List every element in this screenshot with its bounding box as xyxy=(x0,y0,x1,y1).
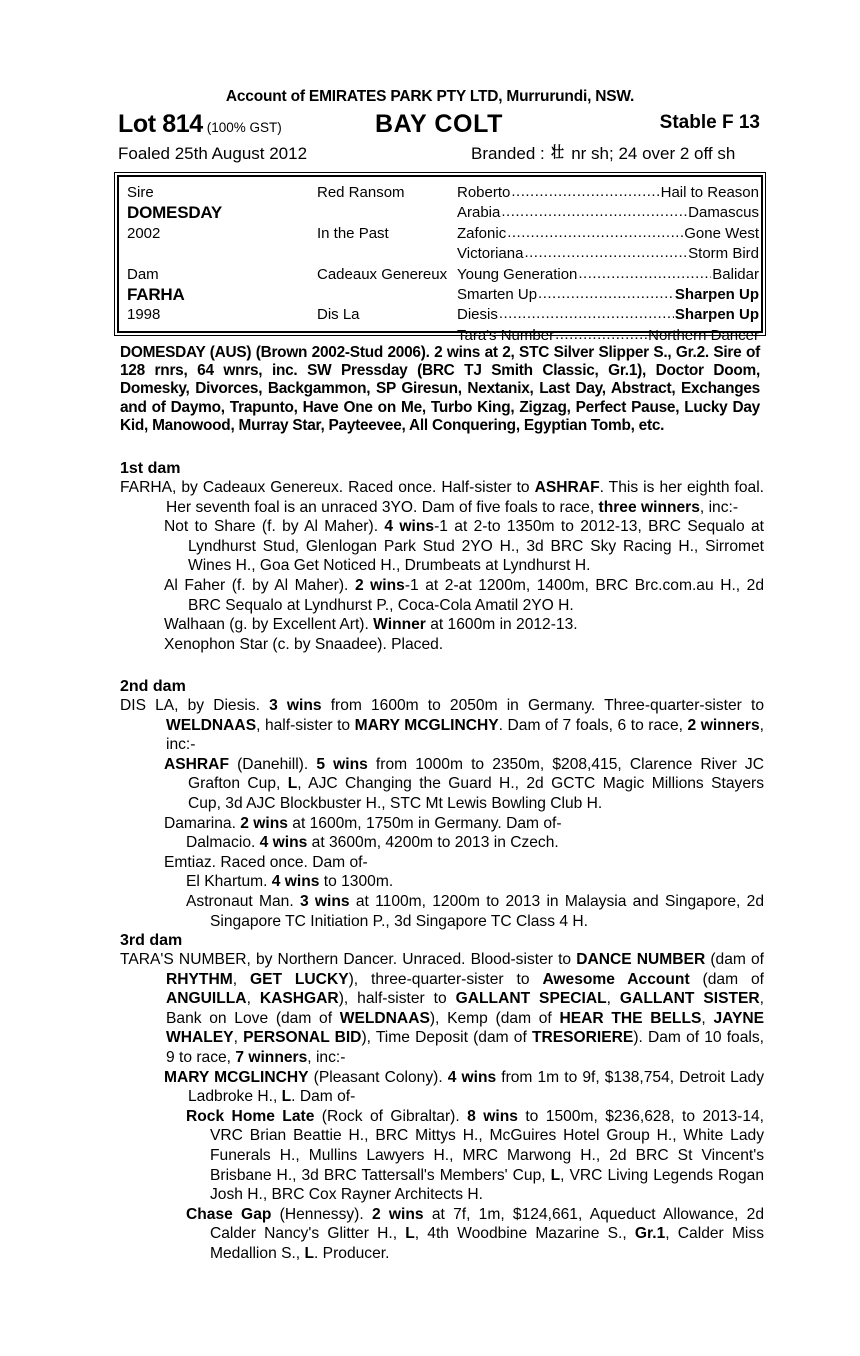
ancestor-dam: Storm Bird xyxy=(688,245,759,263)
dam-generation-heading: 3rd dam xyxy=(120,932,183,949)
sire-sire: Red Ransom xyxy=(317,184,405,201)
leader-dots xyxy=(511,183,659,202)
dam-label: Dam xyxy=(127,265,159,283)
pedigree-entry: Xenophon Star (c. by Snaadee). Placed. xyxy=(164,635,444,653)
branded-label: Branded : xyxy=(471,144,545,163)
pedigree-column-great-grandparents xyxy=(457,183,759,346)
pedigree-ancestor-row xyxy=(457,265,759,285)
ancestor-dam: Northern Dancer xyxy=(648,326,759,344)
leader-dots xyxy=(507,224,683,243)
leader-dots xyxy=(578,265,711,284)
spacer xyxy=(127,244,247,264)
pedigree-entry: ASHRAF (Danehill). 5 wins from 1000m to 2350m, $208,415, Clarence River JC Grafton Cup, L, AJC Changing the Guard H., 2d GCTC Magic Millions Stayers Cup, 3d AJC Blockbuster H., STC Mt Lewis Bowling Club H. xyxy=(164,755,764,812)
pedigree-ancestor-row xyxy=(457,305,759,325)
ancestor-sire: Victoriana xyxy=(457,245,524,263)
ancestor-sire: Zafonic xyxy=(457,224,507,242)
foaled-and-brand-row xyxy=(118,144,760,168)
pedigree-entry: DIS LA, by Diesis. 3 wins from 1600m to 2050m in Germany. Three-quarter-sister to WELDNAAS, half-sister to MARY MCGLINCHY. Dam of 7 foals, 6 to race, 2 winners, inc:- xyxy=(120,697,764,754)
dam-generation-heading: 1st dam xyxy=(120,460,181,477)
pedigree-table xyxy=(114,172,766,344)
ancestor-dam: Balidar xyxy=(712,265,759,283)
pedigree-entry: El Khartum. 4 wins to 1300m. xyxy=(186,873,394,891)
lot-header-row xyxy=(118,110,760,140)
pedigree-column-parents xyxy=(127,183,247,326)
dam-year: 1998 xyxy=(127,306,161,324)
brand-description xyxy=(471,144,735,164)
dam-generation-body xyxy=(120,478,764,654)
pedigree-entry: Emtiaz. Raced once. Dam of- xyxy=(164,853,368,871)
sire-summary: DOMESDAY (AUS) (Brown 2002-Stud 2006). 2 wins at 2, STC Silver Slipper S., Gr.2. Sire of 128 rnrs, 64 wnrs, inc. SW Pressday (BRC TJ Smith Classic, Gr.1), Doctor Doom, Domesky, Divorces, Backgammon, SP Giresun, Nextanix, Last Day, Abstract, Exchanges and of Daymo, Trapunto, Have One on Me, Turbo King, Zigzag, Perfect Pause, Lucky Day Kid, Manowood, Murray Star, Payteevee, All Conquering, Egyptian Tomb, etc. xyxy=(120,344,760,434)
account-line: Account of EMIRATES PARK PTY LTD, Murrurundi, NSW. xyxy=(225,88,635,105)
colour-and-sex: BAY COLT xyxy=(375,110,503,138)
ancestor-dam: Sharpen Up xyxy=(674,286,759,304)
ancestor-dam: Sharpen Up xyxy=(674,306,759,324)
pedigree-entry: FARHA, by Cadeaux Genereux. Raced once. Half-sister to ASHRAF. This is her eighth foal. Her seventh foal is an unraced 3YO. Dam of five foals to race, three winners, inc:- xyxy=(120,479,764,516)
ancestor-sire: Smarten Up xyxy=(457,286,538,304)
branded-detail: nr sh; 24 over 2 off sh xyxy=(571,144,736,163)
pedigree-ancestor-row xyxy=(457,244,759,264)
dam-name: FARHA xyxy=(127,285,185,305)
dam-generation-heading: 2nd dam xyxy=(120,678,186,695)
pedigree-ancestor-row xyxy=(457,203,759,223)
pedigree-entry: MARY MCGLINCHY (Pleasant Colony). 4 wins from 1m to 9f, $138,754, Detroit Lady Ladbroke H., L. Dam of- xyxy=(164,1068,764,1106)
brand-symbol-icon: 壮 xyxy=(551,143,565,161)
dam-generation-body xyxy=(120,696,764,931)
pedigree-entry: Dalmacio. 4 wins at 3600m, 4200m to 2013 in Czech. xyxy=(186,834,559,852)
gst-note: (100% GST) xyxy=(206,120,282,135)
ancestor-dam: Gone West xyxy=(684,224,759,242)
ancestor-sire: Tara's Number xyxy=(457,326,555,344)
pedigree-ancestor-row xyxy=(457,285,759,305)
pedigree-ancestor-row xyxy=(457,183,759,203)
ancestor-dam: Hail to Reason xyxy=(660,184,759,201)
pedigree-entry: Walhaan (g. by Excellent Art). Winner at 1600m in 2012-13. xyxy=(164,616,578,634)
pedigree-entry: Astronaut Man. 3 wins at 1100m, 1200m to 2013 in Malaysia and Singapore, 2d Singapore TC Initiation P., 3d Singapore TC Class 4 H. xyxy=(186,892,765,930)
pedigree-entry: Not to Share (f. by Al Maher). 4 wins-1 at 2-to 1350m to 2012-13, BRC Sequalo at Lyndhurst Stud, Glenlogan Park Stud 2YO H., 3d BRC Sky Racing H., Sirromet Wines H., Goa Get Noticed H., Drumbeats at Lyndhurst H. xyxy=(164,518,764,575)
foaled-date: Foaled 25th August 2012 xyxy=(118,144,308,163)
leader-dots xyxy=(538,285,674,304)
stable-location: Stable F 13 xyxy=(659,112,760,133)
sire-year: 2002 xyxy=(127,224,161,242)
ancestor-sire: Diesis xyxy=(457,306,498,324)
dam-sire: Cadeaux Genereux xyxy=(317,265,448,283)
pedigree-entry: Chase Gap (Hennessy). 2 wins at 7f, 1m, $124,661, Aqueduct Allowance, 2d Calder Nancy's Glitter H., L, 4th Woodbine Mazarine S., Gr.1, Calder Miss Medallion S., L. Producer. xyxy=(186,1205,764,1262)
sire-dam: In the Past xyxy=(317,224,389,242)
leader-dots xyxy=(555,326,647,345)
ancestor-sire: Roberto xyxy=(457,184,511,201)
sire-name: DOMESDAY xyxy=(127,203,223,223)
ancestor-sire: Young Generation xyxy=(457,265,578,283)
ancestor-dam: Damascus xyxy=(688,204,759,222)
ancestor-sire: Arabia xyxy=(457,204,501,222)
leader-dots xyxy=(524,244,687,263)
pedigree-entry: Damarina. 2 wins at 1600m, 1750m in Germany. Dam of- xyxy=(164,814,562,832)
dam-generation-body xyxy=(120,950,764,1264)
pedigree-entry: Rock Home Late (Rock of Gibraltar). 8 wins to 1500m, $236,628, to 2013-14, VRC Brian Beattie H., BRC Mittys H., McGuires Hotel Group H., White Lady Funerals H., Mullins Lawyers H., MRC Marwong H., 2d BRC St Vincent's Brisbane H., 3d BRC Tattersall's Members' Cup, L, VRC Living Legends Rogan Josh H., BRC Cox Rayner Architects H. xyxy=(186,1107,764,1204)
leader-dots xyxy=(499,305,674,324)
lot-left-group xyxy=(118,110,282,139)
pedigree-table-inner xyxy=(117,175,763,344)
sire-label: Sire xyxy=(127,184,154,201)
pedigree-ancestor-row xyxy=(457,224,759,244)
pedigree-entry: TARA'S NUMBER, by Northern Dancer. Unraced. Blood-sister to DANCE NUMBER (dam of RHYTHM, GET LUCKY), three-quarter-sister to Awesome Account (dam of ANGUILLA, KASHGAR), half-sister to GALLANT SPECIAL, GALLANT SISTER, Bank on Love (dam of WELDNAAS), Kemp (dam of HEAR THE BELLS, JAYNE WHALEY, PERSONAL BID), Time Deposit (dam of TRESORIERE). Dam of 10 foals, 9 to race, 7 winners, inc:- xyxy=(120,951,765,1066)
leader-dots xyxy=(501,203,687,222)
dam-dam: Dis La xyxy=(317,306,360,324)
lot-number: Lot 814 xyxy=(118,110,203,138)
pedigree-entry: Al Faher (f. by Al Maher). 2 wins-1 at 2-at 1200m, 1400m, BRC Brc.com.au H., 2d BRC Sequalo at Lyndhurst P., Coca-Cola Amatil 2YO H. xyxy=(164,576,765,614)
